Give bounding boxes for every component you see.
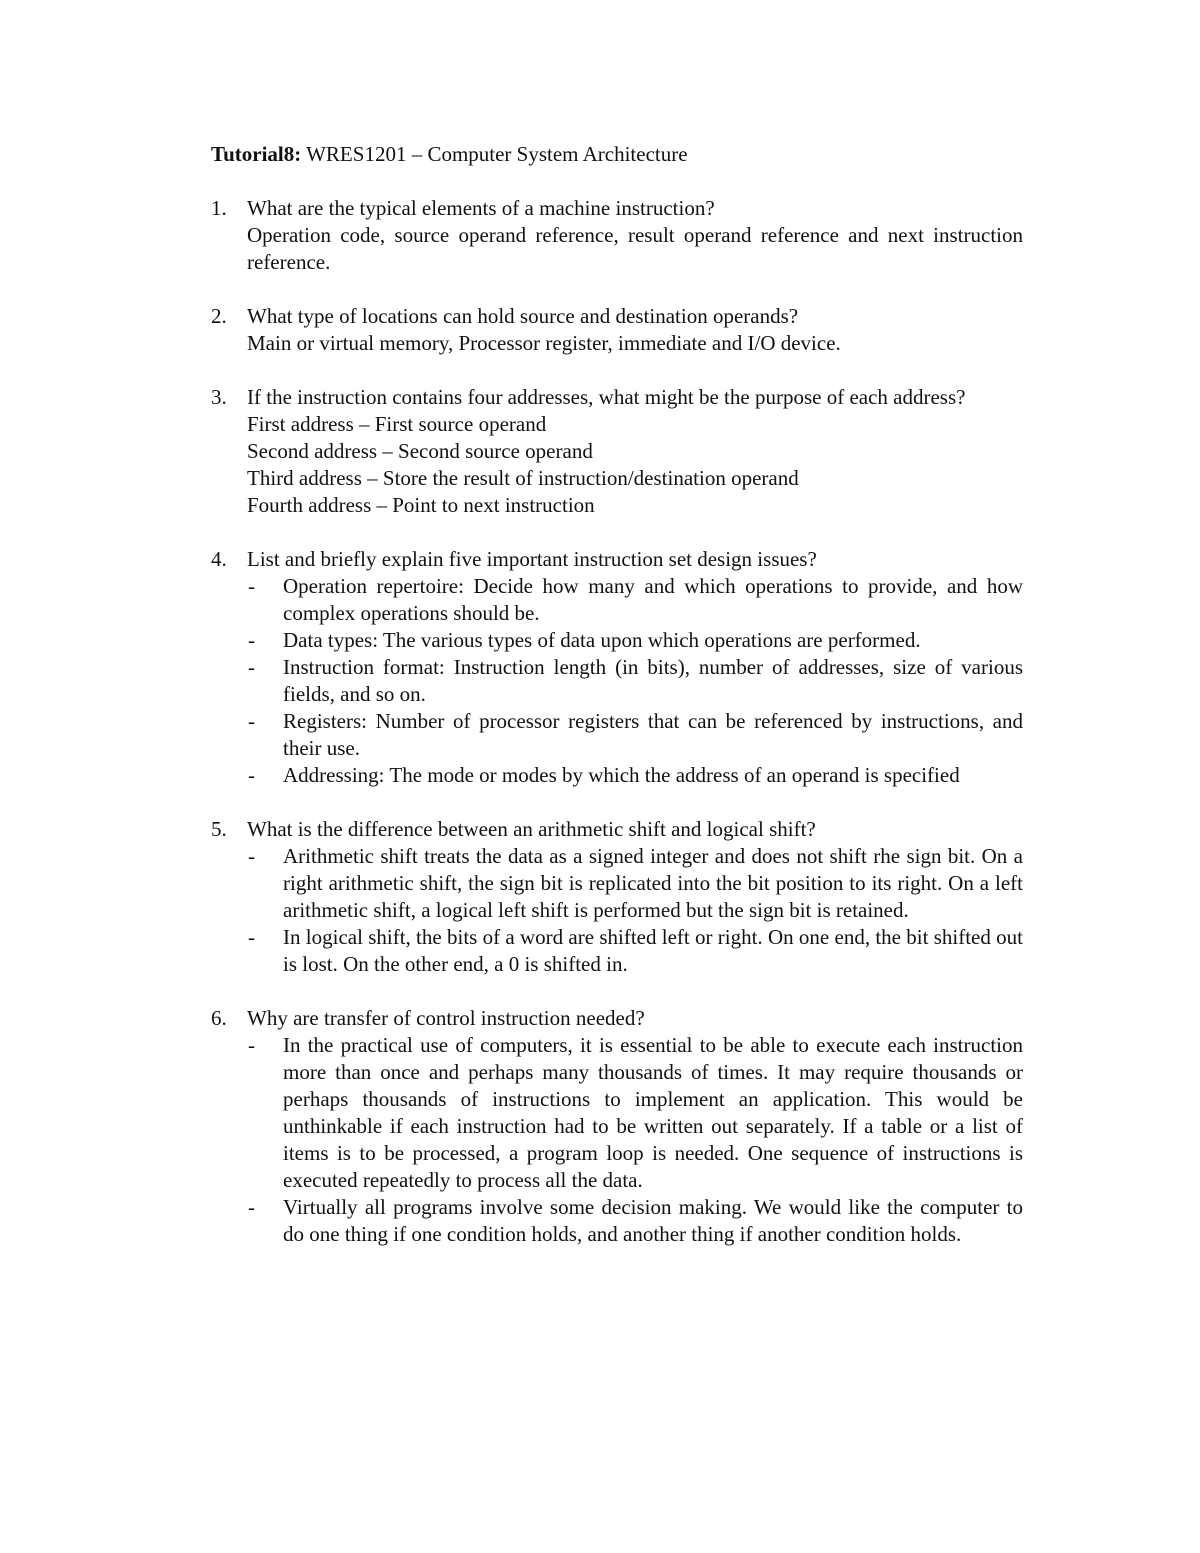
question-item [211,816,1023,978]
title-label: Tutorial8: [211,142,302,166]
question-number: 6. [211,1006,227,1030]
bullet-dash: - [248,1195,255,1219]
answer-text: Operation code, source operand reference, result operand reference and next instruction reference. [247,223,1023,274]
bullet-dash: - [248,628,255,652]
question-number: 4. [211,547,227,571]
answer-bullet [247,843,1023,924]
bullet-dash: - [248,709,255,733]
bullet-dash: - [248,1033,255,1057]
bullet-dash: - [248,844,255,868]
question-item [211,1005,1023,1248]
document-page [211,141,1023,1275]
title-course: WRES1201 – Computer System Architecture [301,142,688,166]
bullet-text: Addressing: The mode or modes by which the address of an operand is specified [283,763,960,787]
question-number: 3. [211,385,227,409]
answer-line: Third address – Store the result of instruction/destination operand [247,466,799,490]
question-item [211,195,1023,276]
bullet-dash: - [248,574,255,598]
answer-bullet-list [247,843,1023,978]
question-text: If the instruction contains four addresses, what might be the purpose of each address? [247,385,966,409]
bullet-text: Operation repertoire: Decide how many and which operations to provide, and how complex operations should be. [283,574,1023,625]
question-text: List and briefly explain five important instruction set design issues? [247,547,817,571]
answer-bullet [247,573,1023,627]
answer-line: Second address – Second source operand [247,439,593,463]
answer-line: First address – First source operand [247,412,547,436]
question-number: 5. [211,817,227,841]
question-text: What are the typical elements of a machine instruction? [247,196,715,220]
answer-bullet [247,627,1023,654]
bullet-text: In logical shift, the bits of a word are shifted left or right. On one end, the bit shifted out is lost. On the other end, a 0 is shifted in. [283,925,1023,976]
question-text: What is the difference between an arithmetic shift and logical shift? [247,817,816,841]
bullet-dash: - [248,763,255,787]
answer-text: Main or virtual memory, Processor register, immediate and I/O device. [247,331,841,355]
answer-bullet [247,1194,1023,1248]
answer-line: Fourth address – Point to next instruction [247,493,595,517]
question-text: Why are transfer of control instruction needed? [247,1006,645,1030]
answer-bullet [247,708,1023,762]
question-number: 1. [211,196,227,220]
question-text: What type of locations can hold source and destination operands? [247,304,799,328]
bullet-dash: - [248,925,255,949]
bullet-dash: - [248,655,255,679]
bullet-text: Virtually all programs involve some decision making. We would like the computer to do one thing if one condition holds, and another thing if another condition holds. [283,1195,1023,1246]
answer-bullet-list [247,573,1023,789]
bullet-text: Data types: The various types of data upon which operations are performed. [283,628,921,652]
bullet-text: Arithmetic shift treats the data as a signed integer and does not shift rhe sign bit. On a right arithmetic shift, the sign bit is replicated into the bit position to its right. On a left arithmetic shift, a logical left shift is performed but the sign bit is retained. [283,844,1023,922]
answer-bullet [247,924,1023,978]
document-title [211,141,1023,168]
answer-bullet [247,762,1023,789]
answer-bullet [247,654,1023,708]
question-item [211,546,1023,789]
bullet-text: Instruction format: Instruction length (in bits), number of addresses, size of various fields, and so on. [283,655,1023,706]
bullet-text: In the practical use of computers, it is essential to be able to execute each instruction more than once and perhaps many thousands of times. It may require thousands or perhaps thousands of instructions to implement an application. This would be unthinkable if each instruction had to be written out separately. If a table or a list of items is to be processed, a program loop is needed. One sequence of instructions is executed repeatedly to process all the data. [283,1033,1023,1192]
answer-bullet [247,1032,1023,1194]
answer-bullet-list [247,1032,1023,1248]
bullet-text: Registers: Number of processor registers that can be referenced by instructions, and their use. [283,709,1023,760]
question-list [211,195,1023,1248]
question-item [211,384,1023,519]
question-item [211,303,1023,357]
question-number: 2. [211,304,227,328]
